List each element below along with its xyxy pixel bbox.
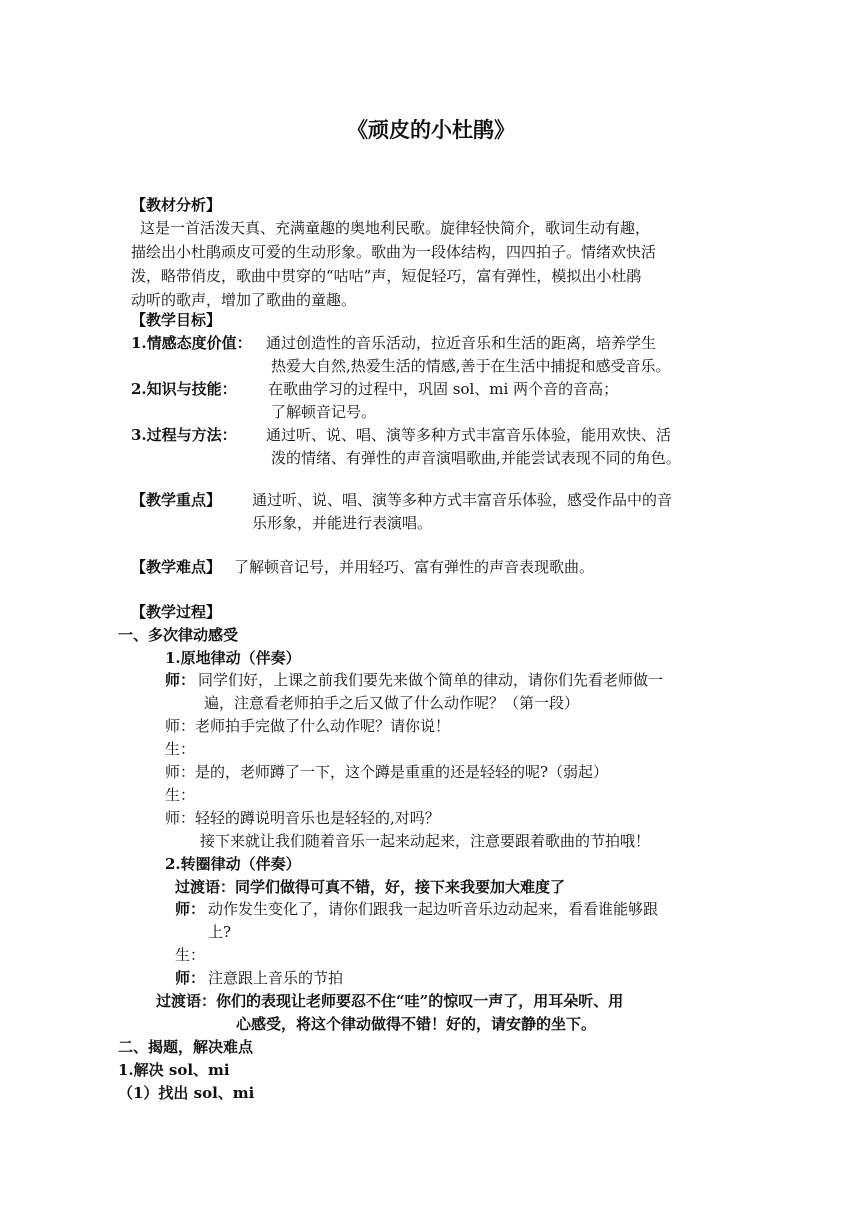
goal-1-line: 热爱大自然,热爱生活的情感,善于在生活中捕捉和感受音乐。 — [271, 357, 671, 375]
dialogue-line: 同学们好，上课之前我们要先来做个简单的律动，请你们先看老师做一 — [198, 671, 664, 689]
dialogue-line: 生： — [175, 946, 206, 964]
speaker-label: 师： — [175, 900, 206, 918]
dialogue-line: 师：老师拍手完做了什么动作呢？请你说！ — [165, 717, 451, 735]
section-heading: 一、多次律动感受 — [118, 626, 239, 644]
analysis-line: 描绘出小杜鹃顽皮可爱的生动形象。歌曲为一段体结构，四四拍子。情绪欢快活 — [131, 243, 657, 261]
goal-2-line: 在歌曲学习的过程中，巩固 sol、mi 两个音的音高； — [268, 380, 619, 398]
analysis-line: 泼，略带俏皮，歌曲中贯穿的“咕咕”声，短促轻巧，富有弹性，模拟出小杜鹃 — [131, 267, 642, 285]
transition-line: 心感受，将这个律动做得不错！好的，请安静的坐下。 — [236, 1015, 597, 1033]
dialogue-line: 上? — [208, 923, 232, 941]
goal-3-line: 泼的情绪、有弹性的声音演唱歌曲,并能尝试表现不同的角色。 — [271, 449, 681, 467]
process-heading: 【教学过程】 — [131, 603, 222, 621]
analysis-line: 这是一首活泼天真、充满童趣的奥地利民歌。旋律轻快简介，歌词生动有趣， — [140, 219, 651, 237]
dialogue-line: 遍，注意看老师拍手之后又做了什么动作呢？（第一段） — [204, 694, 580, 712]
page-title: 《顽皮的小杜鹃》 — [347, 117, 515, 142]
dialogue-line: 师：是的，老师蹲了一下，这个蹲是重重的还是轻轻的呢?（弱起） — [165, 763, 609, 781]
subsection-heading: 1.原地律动（伴奏） — [165, 649, 301, 667]
dialogue-line: 注意跟上音乐的节拍 — [208, 969, 344, 987]
dialogue-line: 生： — [165, 740, 196, 758]
speaker-label: 师： — [175, 969, 206, 987]
difficulty-text: 了解顿音记号，并用轻巧、富有弹性的声音表现歌曲。 — [234, 558, 595, 576]
goal-3-line: 通过听、说、唱、演等多种方式丰富音乐体验，能用欢快、活 — [266, 426, 672, 444]
goal-2-label: 2.知识与技能： — [131, 380, 237, 398]
key-point-line: 通过听、说、唱、演等多种方式丰富音乐体验，感受作品中的音 — [252, 491, 673, 509]
difficulty-label: 【教学难点】 — [131, 558, 222, 576]
key-point-label: 【教学重点】 — [131, 491, 222, 509]
dialogue-line: 师：轻轻的蹲说明音乐也是轻轻的,对吗？ — [165, 809, 440, 827]
goal-1-line: 通过创造性的音乐活动，拉近音乐和生活的距离，培养学生 — [266, 334, 657, 352]
key-point-line: 乐形象，并能进行表演唱。 — [252, 514, 433, 532]
goal-3-label: 3.过程与方法： — [131, 426, 237, 444]
speaker-label: 师： — [165, 671, 196, 689]
dialogue-line: 动作发生变化了，请你们跟我一起边听音乐边动起来，看看谁能够跟 — [208, 900, 659, 918]
goal-2-line: 了解顿音记号。 — [271, 403, 377, 421]
dialogue-line: 接下来就让我们随着音乐一起来动起来，注意要跟着歌曲的节拍哦！ — [200, 832, 651, 850]
goals-heading: 【教学目标】 — [131, 311, 222, 329]
transition-line: 过渡语：同学们做得可真不错，好，接下来我要加大难度了 — [175, 878, 566, 896]
goal-1-label: 1.情感态度价值： — [131, 334, 252, 352]
section-heading: 二、揭题，解决难点 — [118, 1038, 254, 1056]
analysis-line: 动听的歌声，增加了歌曲的童趣。 — [131, 291, 357, 309]
subsection-heading: （1）找出 sol、mi — [118, 1084, 255, 1102]
analysis-heading: 【教材分析】 — [131, 196, 222, 214]
dialogue-line: 生： — [165, 786, 196, 804]
transition-line: 过渡语：你们的表现让老师要忍不住“哇”的惊叹一声了，用耳朵听、用 — [156, 992, 624, 1010]
subsection-heading: 2.转圈律动（伴奏） — [165, 855, 301, 873]
subsection-heading: 1.解决 sol、mi — [118, 1061, 230, 1079]
